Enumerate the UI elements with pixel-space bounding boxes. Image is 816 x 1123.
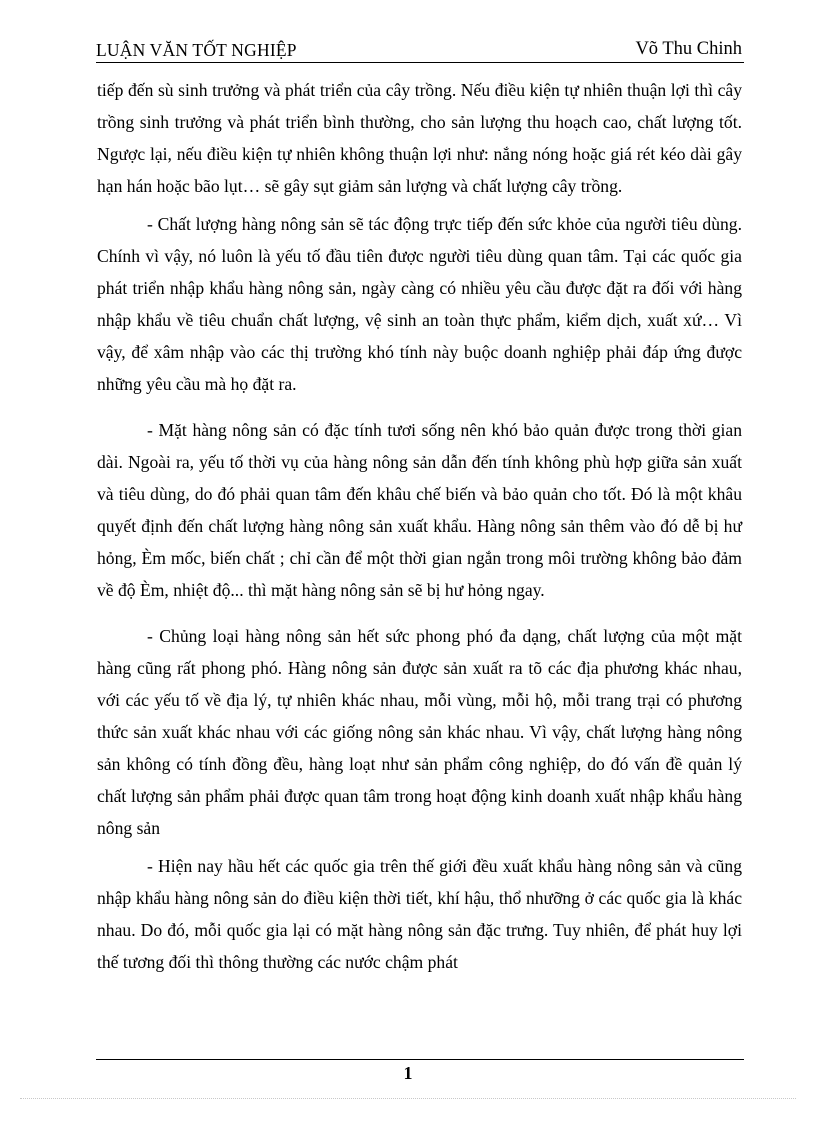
footer-divider	[96, 1059, 744, 1060]
paragraph-5: - Hiện nay hầu hết các quốc gia trên thế giới đều xuất khẩu hàng nông sản và cũng nhập khẩu hàng nông sản do điều kiện thời tiết, khí hậu, thổ nhưỡng ở các quốc gia là khác nhau. Do đó, mỗi quốc gia lại có mặt hàng nông sản đặc trưng. Tuy nhiên, để phát huy lợi thế tương đối thì thông thường các nước chậm phát	[97, 856, 742, 972]
paragraph-3: - Mặt hàng nông sản có đặc tính tươi sống nên khó bảo quản được trong thời gian dài. Ngoài ra, yếu tố thời vụ của hàng nông sản dẫn đến tính không phù hợp giữa sản xuất và tiêu dùng, do đó phải quan tâm đến khâu chế biến và bảo quản cho tốt. Đó là một khâu quyết định đến chất lượng hàng nông sản xuất khẩu. Hàng nông sản thêm vào đó dễ bị hư hỏng, Èm mốc, biến chất ; chỉ cần để một thời gian ngắn trong môi trường không bảo đảm về độ Èm, nhiệt độ... thì mặt hàng nông sản sẽ bị hư hỏng ngay.	[97, 420, 742, 600]
page-bottom-edge	[20, 1098, 796, 1099]
page-header	[96, 38, 744, 63]
page-number: 1	[403, 1063, 413, 1083]
paragraph-4: - Chủng loại hàng nông sản hết sức phong phó đa dạng, chất lượng của một mặt hàng cũng rất phong phó. Hàng nông sản được sản xuất ra tõ các địa phương khác nhau, với các yếu tố về địa lý, tự nhiên khác nhau, mỗi vùng, mỗi hộ, mỗi trang trại có phương thức sản xuất khác nhau với các giống nông sản khác nhau. Vì vậy, chất lượng hàng nông sản không có tính đồng đều, hàng loạt như sản phẩm công nghiệp, do đó vấn đề quản lý chất lượng sản phẩm phải được quan tâm trong hoạt động kinh doanh xuất nhập khẩu hàng nông sản	[97, 626, 742, 838]
thesis-title: LUẬN VĂN TỐT NGHIỆP	[96, 40, 297, 60]
author-name: Võ Thu Chinh	[635, 39, 742, 59]
body-text	[97, 74, 742, 978]
paragraph-1: tiếp đến sù sinh trưởng và phát triển của cây trồng. Nếu điều kiện tự nhiên thuận lợi thì cây trồng sinh trưởng và phát triển bình thường, cho sản lượng thu hoạch cao, chất lượng tốt. Ngược lại, nếu điều kiện tự nhiên không thuận lợi như: nắng nóng hoặc giá rét kéo dài gây hạn hán hoặc bão lụt… sẽ gây sụt giảm sản lượng và chất lượng cây trồng.	[97, 80, 742, 196]
paragraph-2: - Chất lượng hàng nông sản sẽ tác động trực tiếp đến sức khỏe của người tiêu dùng. Chính vì vậy, nó luôn là yếu tố đầu tiên được người tiêu dùng quan tâm. Tại các quốc gia phát triển nhập khẩu hàng nông sản, ngày càng có nhiều yêu cầu được đặt ra đối với hàng nhập khẩu về tiêu chuẩn chất lượng, vệ sinh an toàn thực phẩm, kiểm dịch, xuất xứ… Vì vậy, để xâm nhập vào các thị trường khó tính này buộc doanh nghiệp phải đáp ứng được những yêu cầu mà họ đặt ra.	[97, 214, 742, 394]
